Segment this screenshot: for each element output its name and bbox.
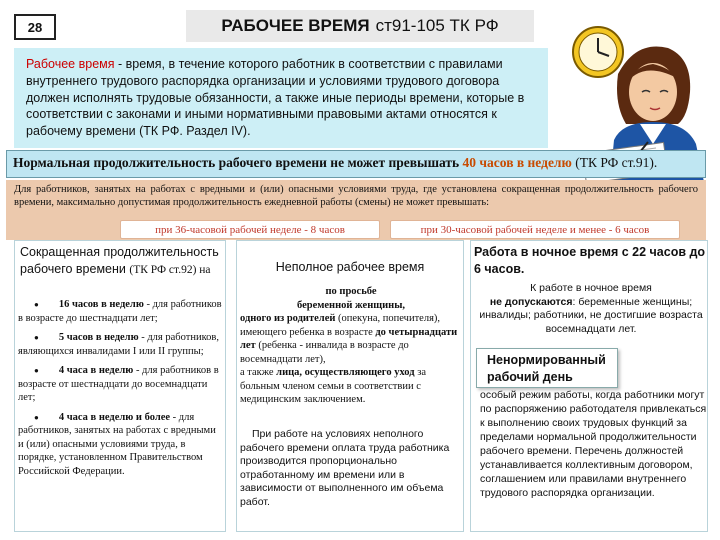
partial-payment-text: При работе на условиях неполного рабочего времени оплата труда работника производится пропорционально отработанному им времени или в зависимости от выполненного им объема работ.: [240, 428, 450, 508]
title-main: РАБОЧЕЕ ВРЕМЯ: [221, 16, 370, 35]
title-ref: ст91-105 ТК РФ: [375, 16, 499, 35]
partial-line2: беременной женщины,: [296, 299, 406, 311]
irregular-text: особый режим работы, когда работники могут по распоряжению работодателя привлекаться к выполнению своих трудовых функций за пределами нормальной продолжительности рабочего времени. Перечень должностей устанавливается коллективным договором, соглашением или правилами внутреннего трудового распорядка организации.: [480, 389, 707, 499]
partial-conditions: по просьбе беременной женщины, одного из родителей (опекуна, попечителя), имеющего ребенка в возрасте до четырнадцати лет (ребенка - инвалида в возрасте до восемнадцати лет), а также лица, осуществляющего уход за больным членом семьи в соответствии с медицинским заключением.: [240, 285, 462, 407]
night-text: К работе в ночное время не допускаются: беременные женщины; инвалиды; работники, не достигшие возраста восемнадцати лет.: [479, 282, 703, 335]
bullet-icon: ●: [34, 412, 39, 422]
reduced-title: Сокращенная продолжительность рабочего времени (ТК РФ ст.92) на: [20, 245, 219, 276]
page-title: [186, 10, 534, 42]
slide-number: 28: [14, 14, 56, 40]
normal-hours-box: [6, 150, 706, 178]
night-title: Работа в ночное время с 22 часов до 6 часов.: [474, 245, 706, 276]
normal-ref: (ТК РФ ст.91).: [571, 155, 658, 170]
reduced-list: [18, 298, 224, 484]
list-item: ● 4 часа в неделю - для работников в возрасте от шестнадцати до восемнадцати лет;: [18, 365, 219, 403]
pill-30-hour-week: при 30-часовой рабочей неделе и менее - 6 часов: [390, 220, 680, 239]
bullet-icon: ●: [34, 333, 39, 342]
hazard-text: Для работников, занятых на работах с вредными и (или) опасными условиями труда, где установлена сокращенная продолжительность рабочего времени, максимально допустимая продолжительность ежедневной работы (смены) не может превышать:: [14, 184, 698, 208]
definition-box: [14, 48, 548, 148]
list-item: ● 16 часов в неделю - для работников в возрасте до шестнадцати лет;: [18, 299, 222, 324]
partial-line1: по просьбе: [325, 286, 377, 297]
reduced-ref: (ТК РФ ст.92) на: [129, 264, 211, 276]
pill-36-hour-week: при 36-часовой рабочей неделе - 8 часов: [120, 220, 380, 239]
partial-title: Неполное рабочее время: [275, 260, 425, 274]
normal-highlight: 40 часов в неделю: [462, 155, 572, 170]
list-item: ● 5 часов в неделю - для работников, являющихся инвалидами I или II группы;: [18, 332, 219, 357]
bullet-icon: ●: [34, 366, 39, 375]
bullet-icon: ●: [34, 300, 39, 309]
definition-text: - время, в течение которого работник в соответствии с правилами внутреннего трудового распорядка организации и условиями трудового договора должен исполнять трудовые обязанности, а также иные периоды времени, которые в соответствии с законами и иными нормативными правовыми актами относятся к рабочему времени (ТК РФ. Раздел IV).: [26, 57, 525, 139]
irregular-title: Ненормированный рабочий день: [476, 348, 618, 388]
normal-text: Нормальная продолжительность рабочего времени не может превышать: [13, 155, 463, 170]
list-item: ● 4 часа в неделю и более - для работников, занятых на работах с вредными и (или) опасными условиями труда, в порядке, установленном Правительством Российской Федерации.: [18, 411, 216, 477]
definition-term: Рабочее время: [26, 57, 115, 71]
